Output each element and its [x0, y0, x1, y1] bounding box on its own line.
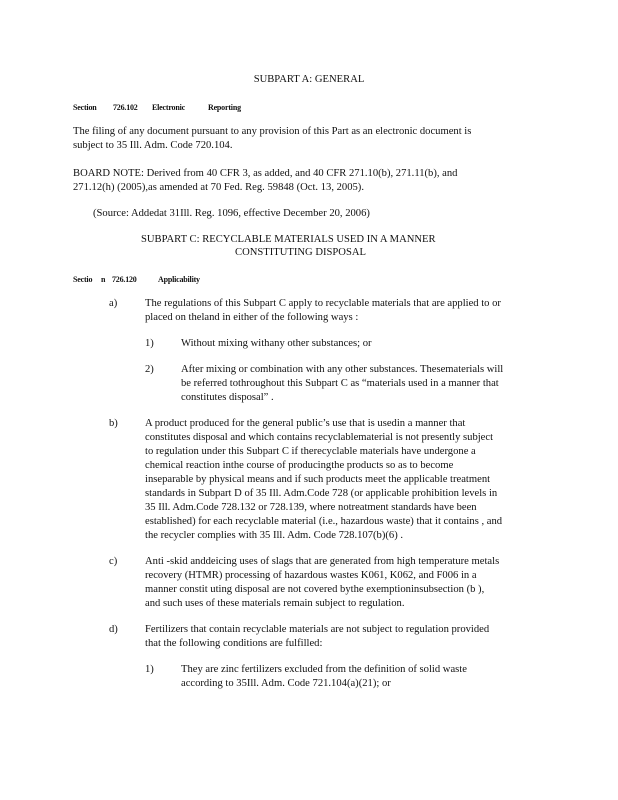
section-number: 726.120 [112, 275, 137, 284]
subsection-d-line: that the following conditions are fulfilled: [145, 638, 323, 649]
subsection-b-line: A product produced for the general public’s use that is usedin a manner that [145, 418, 466, 429]
subsection-b-line: to regulation under this Subpart C if therecyclable materials have undergone a [145, 446, 476, 457]
subsection-b-line: 35 Ill. Adm.Code 728.132 or 728.139, where notreatment standards have been [145, 502, 477, 513]
subsection-b-line: inseparable by physical means and if such products meet the applicable treatment [145, 474, 491, 485]
item-a2-line: be referred tothroughout this Subpart C as “materials used in a manner that [181, 378, 499, 389]
section-label: Sectio [73, 275, 93, 284]
item-d1-line: according to 35Ill. Adm. Code 721.104(a)(21); or [181, 678, 391, 689]
section-number: 726.102 [113, 103, 138, 112]
item-a1-label: 1) [145, 338, 154, 349]
subsection-c-label: c) [109, 556, 118, 567]
subsection-b-label: b) [109, 418, 118, 429]
board-note-line: BOARD NOTE: Derived from 40 CFR 3, as added, and 40 CFR 271.10(b), 271.11(b), and [73, 168, 458, 179]
subsection-d-label: d) [109, 624, 118, 635]
source-note: (Source: Addedat 31Ill. Reg. 1096, effective December 20, 2006) [93, 208, 370, 219]
item-a2-line: After mixing or combination with any other substances. Thesematerials will [181, 364, 504, 375]
subsection-b-line: constitutes disposal and which contains recyclablematerial is not presently subject [145, 432, 494, 443]
subpart-a-heading: SUBPART A: GENERAL [253, 74, 365, 85]
subpart-c-heading-line2: CONSTITUTING DISPOSAL [235, 247, 366, 258]
item-a2-line: constitutes disposal” . [181, 392, 274, 403]
item-d1-line: They are zinc fertilizers excluded from the definition of solid waste [181, 664, 467, 675]
subsection-b-line: the recycler complies with 35 Ill. Adm. Code 728.107(b)(6) . [145, 530, 404, 541]
subsection-a-line: The regulations of this Subpart C apply to recyclable materials that are applied to or [145, 298, 501, 309]
board-note-line: 271.12(h) (2005),as amended at 70 Fed. Reg. 59848 (Oct. 13, 2005). [73, 182, 364, 193]
section-label: Section [73, 103, 97, 112]
subsection-c-line: Anti -skid anddeicing uses of slags that are generated from high temperature metals [145, 556, 500, 567]
section-title: Electronic [152, 103, 185, 112]
item-a2-label: 2) [145, 364, 154, 375]
subsection-b-line: chemical reaction inthe course of producingthe products so as to become [145, 460, 454, 471]
section-title: Applicability [158, 275, 200, 284]
subpart-c-heading: SUBPART C: RECYCLABLE MATERIALS USED IN A MANNER [141, 234, 436, 245]
item-a1-line: Without mixing withany other substances; or [181, 338, 372, 349]
subsection-b-line: established) for each recyclable material (i.e., hazardous waste) that it contains , and [145, 516, 503, 527]
section-label-fragment: n [101, 275, 106, 284]
subsection-a-label: a) [109, 298, 118, 309]
subsection-c-line: recovery (HTMR) processing of hazardous wastes K061, K062, and F006 in a [145, 570, 477, 581]
section-title-2: Reporting [208, 103, 241, 112]
paragraph-line: The filing of any document pursuant to any provision of this Part as an electronic document is [73, 126, 472, 137]
subsection-c-line: manner constit uting disposal are not covered bythe exemptioninsubsection (b ), [145, 584, 485, 595]
subsection-c-line: and such uses of these materials remain subject to regulation. [145, 598, 405, 609]
paragraph-line: subject to 35 Ill. Adm. Code 720.104. [73, 140, 233, 151]
subsection-b-line: standards in Subpart D of 35 Ill. Adm.Code 728 (or applicable prohibition levels in [145, 488, 498, 499]
subsection-a-line: placed on theland in either of the following ways : [145, 312, 359, 323]
item-d1-label: 1) [145, 664, 154, 675]
subsection-d-line: Fertilizers that contain recyclable materials are not subject to regulation provided [145, 624, 490, 635]
